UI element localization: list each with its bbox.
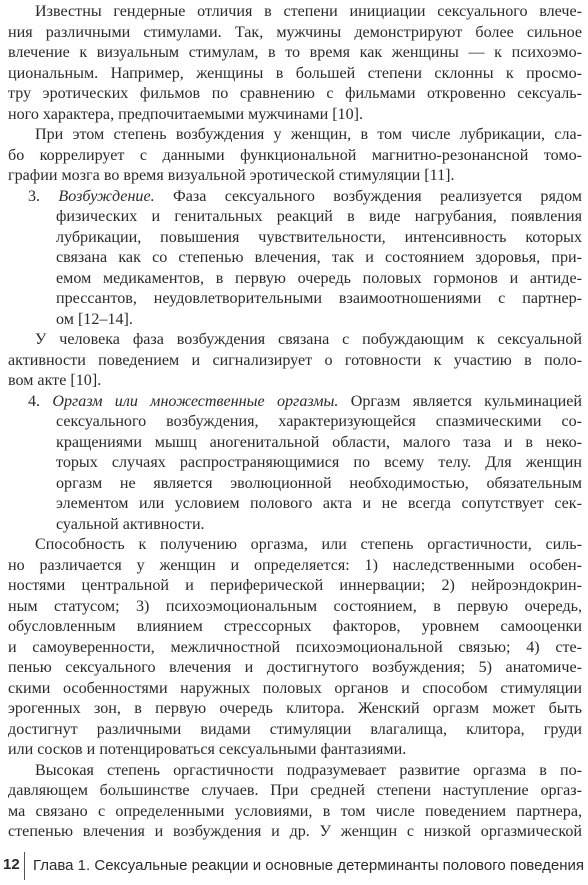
text-line: вом акте [10].	[8, 372, 102, 389]
text-line: ом [12–14].	[56, 310, 133, 328]
text-line: У человека фаза возбуждения связана с побуждающим к сексуальной	[35, 331, 582, 348]
text-line: ностями центральной и периферической иннервации; 2) нейроэндокрин-	[8, 577, 582, 594]
text-line: элементом или условием полового акта и не всегда сопутствует сек-	[56, 495, 582, 512]
text-line: пенью сексуального влечения и достигнутого возбуждения; 5) анатомиче-	[8, 659, 582, 676]
text-line: эрогенных зон, в первую очередь клитора. Женский оргазм может быть	[8, 700, 582, 717]
text-line: обусловленным влиянием стрессорных факторов, уровнем самооценки	[8, 618, 582, 635]
text-line: влечение к визуальным стимулам, в то время как женщины — к психоэмо-	[8, 44, 582, 61]
text-line: торых случаях распространяющимися по всему телу. Для женщин	[56, 454, 582, 471]
text-line: ным статусом; 3) психоэмоциональным состоянием, в первую очередь,	[8, 597, 582, 615]
text-line: 4. Оргазм или множественные оргазмы. Оргазм является кульминацией	[28, 392, 583, 410]
running-head: Глава 1. Сексуальные реакции и основные детерминанты полового поведения	[33, 857, 585, 874]
text-line: степенью влечения и возбуждения и др. У женщин с низкой оргазмической	[8, 823, 582, 840]
text-line: кращениями мышц аногенитальной области, малого таза и в неко-	[56, 433, 582, 451]
text-line: графии мозга во время визуальной эротической стимуляции [11].	[8, 167, 455, 184]
text-line: 3. Возбуждение. Фаза сексуального возбуждения реализуется рядом	[28, 187, 582, 205]
body-text	[8, 2, 582, 843]
text-line: давляющем большинстве случаев. При средней степени наступление оргаз-	[8, 782, 582, 799]
text-line: При этом степень возбуждения у женщин, в том числе лубрикации, сла-	[35, 126, 582, 143]
page-number: 12	[3, 856, 20, 873]
text-line: ма связано с определенными условиями, в том числе поведением партнера,	[8, 802, 582, 820]
text-line: активности поведением и сигнализирует о готовности к участию в поло-	[8, 351, 582, 369]
text-line: емом медикаментов, в первую очередь половых гормонов и антиде-	[56, 269, 582, 287]
footer-divider	[24, 852, 25, 880]
page-footer	[0, 848, 588, 885]
text-line: связана как со степенью влечения, так и состоянием здоровья, при-	[56, 249, 582, 266]
text-line: но различается у женщин и определяется: 1) наследственными особен-	[8, 556, 582, 574]
text-line: тру эротических фильмов по сравнению с фильмами откровенно сексуаль-	[8, 85, 582, 102]
text-line: достигнут различными видами стимуляции влагалища, клитора, груди	[8, 720, 582, 738]
text-line: Известны гендерные отличия в степени инициации сексуального влече-	[35, 3, 582, 20]
text-line: сексуального возбуждения, характеризующейся спазмическими со-	[56, 413, 582, 430]
text-line: оргазм не является эволюционной необходимостью, обязательным	[56, 474, 582, 492]
text-line: ния различными стимулами. Так, мужчины демонстрируют более сильное	[8, 23, 582, 41]
text-line: ного характера, предпочитаемыми мужчинами [10].	[8, 105, 364, 123]
text-line: лубрикации, повышения чувствительности, интенсивность которых	[56, 228, 582, 246]
text-line: физических и генитальных реакций в виде нагрубания, появления	[56, 208, 582, 225]
item-heading: Возбуждение.	[58, 187, 155, 205]
text-line: прессантов, неудовлетворительными взаимоотношениями с партнер-	[56, 290, 582, 307]
item-heading: Оргазм или множественные оргазмы.	[52, 392, 339, 410]
text-line: циональным. Например, женщины в большей степени склонны к просмо-	[8, 64, 582, 82]
text-line: Способность к получению оргазма, или степень оргастичности, силь-	[35, 536, 582, 553]
text-line: скими особенностями наружных половых органов и способом стимуляции	[8, 679, 582, 697]
text-line: бо коррелирует с данными функциональной магнитно-резонансной томо-	[8, 146, 582, 164]
text-line: суальной активности.	[56, 515, 205, 533]
text-line: и самоуверенности, межличностной психоэмоциональной связью; 4) сте-	[8, 638, 582, 656]
text-line: или сосков и потенцироваться сексуальными фантазиями.	[8, 741, 407, 758]
text-line: Высокая степень оргастичности подразумевает развитие оргазма в по-	[35, 761, 582, 779]
